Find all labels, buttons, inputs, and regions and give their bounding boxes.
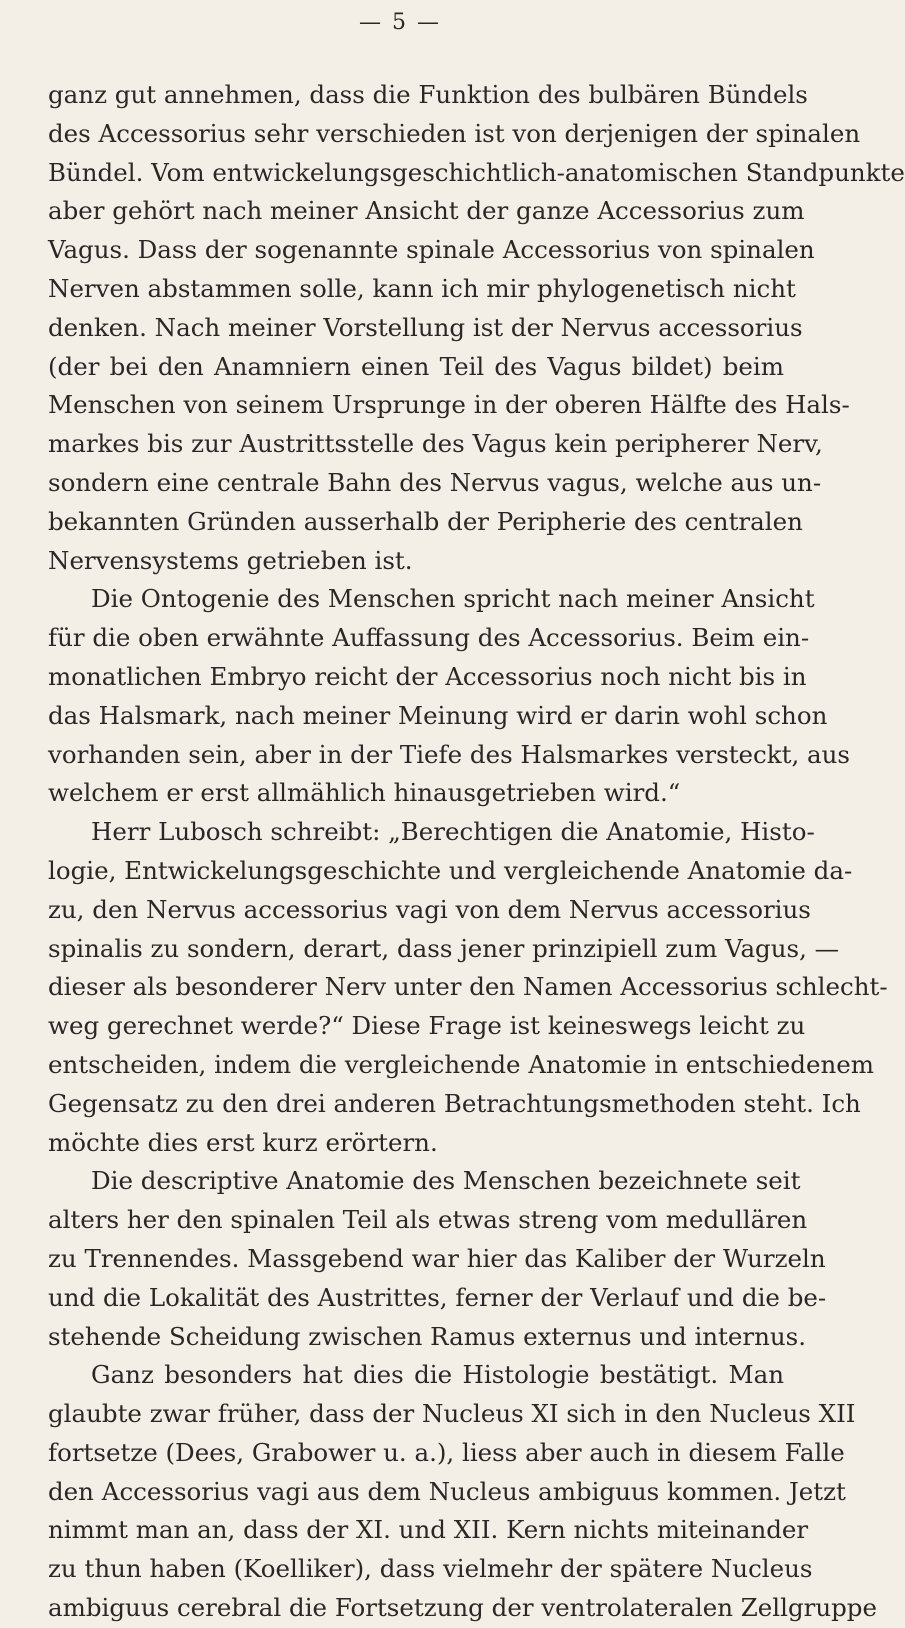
text-line: und die Lokalität des Austrittes, ferner der Verlauf und die be-: [48, 1282, 827, 1312]
paragraph-start-line: Die descriptive Anatomie des Menschen bezeichnete seit: [91, 1166, 801, 1196]
text-line: bekannten Gründen ausserhalb der Peripherie des centralen: [48, 506, 803, 536]
text-line: den Accessorius vagi aus dem Nucleus ambiguus kommen. Jetzt: [48, 1476, 846, 1506]
text-line: welchem er erst allmählich hinausgetrieben wird.“: [48, 778, 681, 808]
text-line: zu Trennendes. Massgebend war hier das Kaliber der Wurzeln: [48, 1243, 826, 1273]
text-line: das Halsmark, nach meiner Meinung wird er darin wohl schon: [48, 700, 828, 730]
text-line: ganz gut annehmen, dass die Funktion des bulbären Bündels: [48, 80, 808, 109]
text-line: zu, den Nervus accessorius vagi von dem Nervus accessorius: [48, 894, 811, 924]
text-line: logie, Entwickelungsgeschichte und vergleichende Anatomie da-: [48, 855, 853, 885]
text-line: vorhanden sein, aber in der Tiefe des Halsmarkes versteckt, aus: [48, 739, 850, 769]
text-line: möchte dies erst kurz erörtern.: [48, 1127, 438, 1157]
paragraph-start-line: Ganz besonders hat dies die Histologie bestätigt. Man: [91, 1360, 784, 1390]
text-line: entscheiden, indem die vergleichende Anatomie in entschiedenem: [48, 1049, 875, 1079]
text-line: fortsetze (Dees, Grabower u. a.), liess aber auch in diesem Falle: [48, 1437, 845, 1467]
text-line: weg gerechnet werde?“ Diese Frage ist keineswegs leicht zu: [48, 1011, 806, 1041]
text-line: Gegensatz zu den drei anderen Betrachtungsmethoden steht. Ich: [48, 1088, 861, 1118]
text-line: dieser als besonderer Nerv unter den Namen Accessorius schlecht-: [48, 972, 888, 1002]
text-line: Nervensystems getrieben ist.: [48, 545, 413, 575]
text-line: markes bis zur Austrittsstelle des Vagus kein peripherer Nerv,: [48, 429, 823, 459]
text-line: denken. Nach meiner Vorstellung ist der Nervus accessorius: [48, 312, 803, 342]
text-line: aber gehört nach meiner Ansicht der ganze Accessorius zum: [48, 196, 805, 226]
paragraph-start-line: Herr Lubosch schreibt: „Berechtigen die Anatomie, Histo-: [91, 817, 815, 847]
text-line: nimmt man an, dass der XI. und XII. Kern nichts miteinander: [48, 1515, 809, 1545]
text-line: für die oben erwähnte Auffassung des Accessorius. Beim ein-: [48, 623, 810, 653]
text-line: stehende Scheidung zwischen Ramus externus und internus.: [48, 1321, 807, 1351]
text-line: (der bei den Anamniern einen Teil des Vagus bildet) beim: [48, 351, 784, 381]
text-line: des Accessorius sehr verschieden ist von derjenigen der spinalen: [48, 118, 861, 148]
text-line: zu thun haben (Koelliker), dass vielmehr der spätere Nucleus: [48, 1554, 813, 1584]
paragraph-start-line: Die Ontogenie des Menschen spricht nach meiner Ansicht: [91, 584, 815, 614]
text-line: alters her den spinalen Teil als etwas streng vom medullären: [48, 1205, 808, 1235]
text-line: ambiguus cerebral die Fortsetzung der ventrolateralen Zellgruppe: [48, 1593, 877, 1623]
text-line: Vagus. Dass der sogenannte spinale Accessorius von spinalen: [48, 235, 815, 265]
text-line: Bündel. Vom entwickelungsgeschichtlich-anatomischen Standpunkte: [48, 157, 905, 187]
text-line: spinalis zu sondern, derart, dass jener prinzipiell zum Vagus, —: [48, 933, 840, 963]
page-number: — 5 —: [359, 10, 441, 35]
text-line: sondern eine centrale Bahn des Nervus vagus, welche aus un-: [48, 467, 822, 497]
text-line: monatlichen Embryo reicht der Accessorius noch nicht bis in: [48, 661, 807, 691]
text-line: glaubte zwar früher, dass der Nucleus XI sich in den Nucleus XII: [48, 1399, 856, 1429]
text-line: Nerven abstammen solle, kann ich mir phylogenetisch nicht: [48, 273, 796, 303]
text-line: Menschen von seinem Ursprunge in der oberen Hälfte des Hals-: [48, 390, 850, 420]
body-text: [48, 76, 905, 1628]
